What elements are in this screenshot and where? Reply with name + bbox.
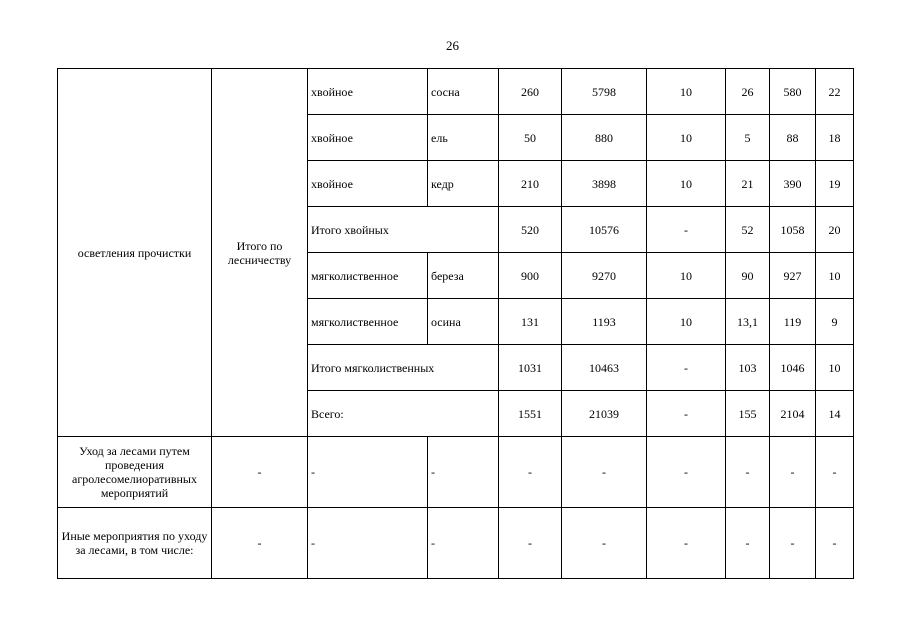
dash-cell: - [816,437,854,508]
forest-care-table [57,68,854,579]
dash-cell: - [428,437,499,508]
value-cell: 1031 [499,345,562,391]
value-cell: 13,1 [726,299,770,345]
table-row [58,69,854,115]
value-cell: 26 [726,69,770,115]
dash-cell: - [770,508,816,579]
value-cell: 10 [647,115,726,161]
value-cell: 1551 [499,391,562,437]
value-cell: 22 [816,69,854,115]
dash-cell: - [212,437,308,508]
dash-cell: - [562,437,647,508]
dash-cell: - [308,508,428,579]
value-cell: 20 [816,207,854,253]
value-cell: 580 [770,69,816,115]
activity-cell: Уход за лесами путем проведения агролесомелиоративных мероприятий [58,437,212,508]
value-cell: - [647,345,726,391]
value-cell: 10 [647,69,726,115]
value-cell: 390 [770,161,816,207]
value-cell: 927 [770,253,816,299]
value-cell: 5 [726,115,770,161]
value-cell: 260 [499,69,562,115]
value-cell: 119 [770,299,816,345]
value-cell: 10 [647,161,726,207]
dash-cell: - [726,437,770,508]
total-label: Всего: [308,391,499,437]
value-cell: 103 [726,345,770,391]
group-cell: хвойное [308,69,428,115]
value-cell: 900 [499,253,562,299]
value-cell: 3898 [562,161,647,207]
table-row [58,508,854,579]
value-cell: 14 [816,391,854,437]
value-cell: 10 [647,299,726,345]
dash-cell: - [647,437,726,508]
value-cell: 10576 [562,207,647,253]
value-cell: 1046 [770,345,816,391]
value-cell: 52 [726,207,770,253]
activity-cell: осветления прочистки [58,69,212,437]
species-cell: ель [428,115,499,161]
group-cell: мягколиственное [308,253,428,299]
subtotal-label: Итого мягколиственных [308,345,499,391]
dash-cell: - [499,437,562,508]
value-cell: 880 [562,115,647,161]
dash-cell: - [428,508,499,579]
species-cell: кедр [428,161,499,207]
dash-cell: - [726,508,770,579]
page-number: 26 [446,38,459,53]
value-cell: 5798 [562,69,647,115]
species-cell: сосна [428,69,499,115]
value-cell: 10463 [562,345,647,391]
value-cell: 21039 [562,391,647,437]
value-cell: 155 [726,391,770,437]
value-cell: 131 [499,299,562,345]
value-cell: 90 [726,253,770,299]
activity-cell: Иные мероприятия по уходу за лесами, в том числе: [58,508,212,579]
value-cell: 1193 [562,299,647,345]
value-cell: 9270 [562,253,647,299]
value-cell: 2104 [770,391,816,437]
scope-cell: Итого по лесничеству [212,69,308,437]
table-row [58,437,854,508]
value-cell: 10 [816,253,854,299]
value-cell: 19 [816,161,854,207]
species-cell: осина [428,299,499,345]
value-cell: 10 [647,253,726,299]
value-cell: 21 [726,161,770,207]
value-cell: 88 [770,115,816,161]
value-cell: 9 [816,299,854,345]
dash-cell: - [770,437,816,508]
dash-cell: - [212,508,308,579]
value-cell: 50 [499,115,562,161]
value-cell: - [647,207,726,253]
value-cell: - [647,391,726,437]
group-cell: хвойное [308,161,428,207]
dash-cell: - [816,508,854,579]
species-cell: береза [428,253,499,299]
dash-cell: - [562,508,647,579]
subtotal-label: Итого хвойных [308,207,499,253]
value-cell: 10 [816,345,854,391]
dash-cell: - [499,508,562,579]
dash-cell: - [308,437,428,508]
group-cell: мягколиственное [308,299,428,345]
group-cell: хвойное [308,115,428,161]
value-cell: 210 [499,161,562,207]
value-cell: 18 [816,115,854,161]
value-cell: 1058 [770,207,816,253]
dash-cell: - [647,508,726,579]
value-cell: 520 [499,207,562,253]
